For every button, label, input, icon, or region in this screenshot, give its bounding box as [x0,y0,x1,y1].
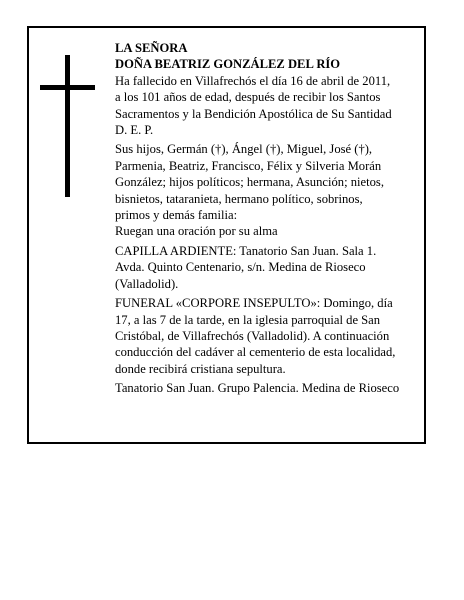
obituary-notice [27,26,426,444]
funeral-home-footer [115,380,427,396]
heading-name-line: DOÑA BEATRIZ GONZÁLEZ DEL RÍO [115,57,341,72]
funeral-info [115,295,427,377]
death-line: Ha fallecido en Villafrechós el día 16 de abril de 2011, [115,73,391,88]
heading-title-line: LA SEÑORA [115,41,188,55]
prayer-line: Ruegan una oración por su alma [115,224,278,239]
funeral-line: FUNERAL «CORPORE INSEPULTO»: Domingo, día [115,296,393,311]
chapel-line: (Valladolid). [115,276,179,291]
cross-icon [40,55,95,197]
family-line: González; hijos políticos; hermana, Asunción; nietos, [115,175,384,190]
death-line: a los 101 años de edad, después de recibir los Santos [115,90,381,105]
funeral-line: conducción del cadáver al cementerio de esta localidad, [115,345,396,360]
death-line: D. E. P. [115,123,154,138]
chapel-line: Avda. Quinto Centenario, s/n. Medina de Rioseco [115,260,366,275]
family-line: primos y demás familia: [115,208,238,223]
prayer-request [115,223,427,239]
family-list [115,141,427,223]
chapel-line: CAPILLA ARDIENTE: Tanatorio San Juan. Sala 1. [115,243,377,258]
funeral-line: 17, a las 7 de la tarde, en la iglesia parroquial de San [115,312,381,327]
funeral-line: Cristóbal, de Villafrechós (Valladolid). A continuación [115,328,390,343]
death-line: Sacramentos y la Bendición Apostólica de Su Santidad [115,106,392,121]
cross-horizontal-bar [40,85,95,90]
family-line: Sus hijos, Germán (†), Ángel (†), Miguel, José (†), [115,142,373,157]
funeral-line: donde recibirá cristiana sepultura. [115,361,286,376]
obituary-text [115,40,427,400]
death-announcement [115,73,427,139]
family-line: Parmenia, Beatriz, Francisco, Félix y Silveria Morán [115,158,382,173]
deceased-heading [115,40,427,73]
family-line: bisnietos, tataranieta, hermano político, sobrinos, [115,191,363,206]
chapel-info [115,243,427,292]
footer-line: Tanatorio San Juan. Grupo Palencia. Medina de Rioseco [115,381,400,396]
cross-vertical-bar [65,55,70,197]
